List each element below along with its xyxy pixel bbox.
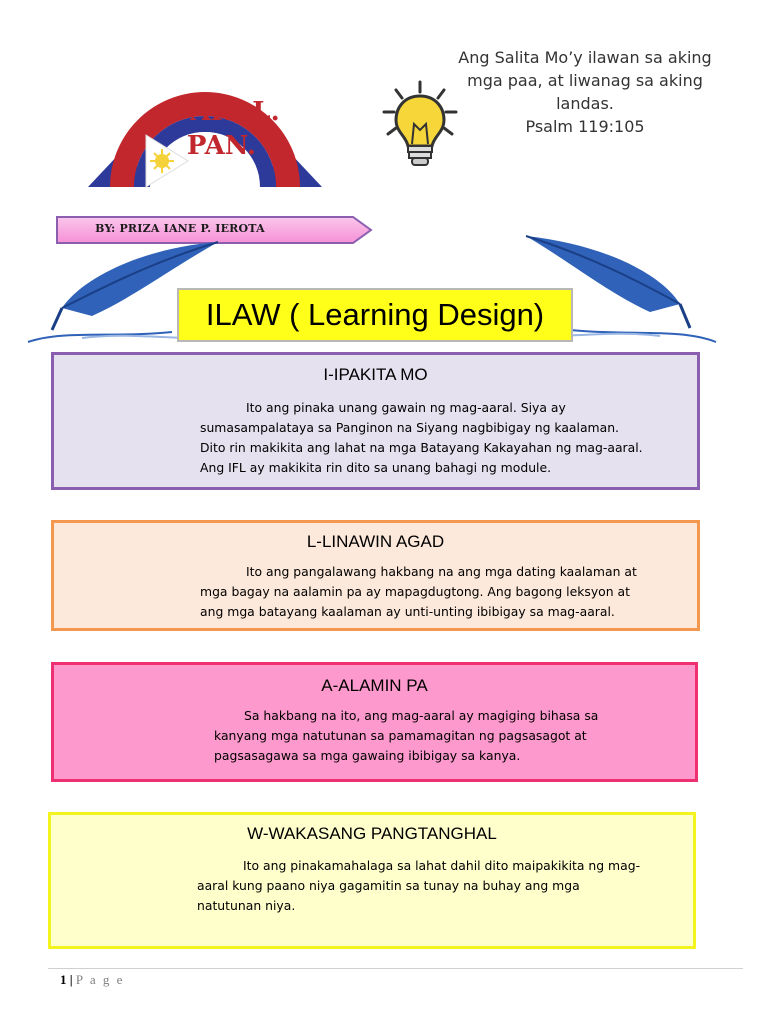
- section-text-line: kanyang mga natutunan sa pamamagitan ng pagsasagot at: [214, 728, 587, 743]
- section-alamin-pa: [51, 662, 698, 782]
- bible-verse: [440, 46, 730, 138]
- section-text-line: Ang IFL ay makikita rin dito sa unang bahagi ng module.: [200, 460, 552, 475]
- verse-line-3: landas.: [556, 94, 614, 113]
- logo-title: [160, 95, 310, 163]
- section-text-line: pagsasagawa sa mga gawaing ibibigay sa kanya.: [214, 748, 521, 763]
- section-ipakita-mo: [51, 352, 700, 490]
- section-heading: W-WAKASANG PANGTANGHAL: [247, 824, 497, 843]
- section-text-line: Ito ang pangalawang hakbang na ang mga dating kaalaman at: [246, 564, 637, 579]
- section-text-line: aaral kung paano niya gagamitin sa tunay na buhay ang mga: [197, 878, 580, 893]
- section-heading: A-ALAMIN PA: [321, 676, 428, 695]
- verse-reference: Psalm 119:105: [525, 117, 645, 136]
- author-name: BY: PRIZA IANE P. IEROTA: [95, 222, 265, 235]
- page-footer: [60, 972, 124, 988]
- footer-separator: |: [69, 972, 73, 987]
- footer-divider: [48, 968, 743, 969]
- verse-line-2: mga paa, at liwanag sa aking: [467, 71, 703, 90]
- section-text-line: Dito rin makikita ang lahat na mga Batayang Kakayahan ng mag-aaral.: [200, 440, 643, 455]
- logo-line-2: PAN. 6: [186, 131, 284, 161]
- section-wakasang-pangtanghal: [48, 812, 696, 949]
- page-title: ILAW ( Learning Design): [177, 288, 573, 342]
- section-text-line: Ito ang pinakamahalaga sa lahat dahil dito maipakikita ng mag-: [243, 858, 641, 873]
- section-heading: L-LINAWIN AGAD: [306, 532, 445, 551]
- logo-line-1: ARAL.: [190, 97, 280, 127]
- section-text-line: Ito ang pinaka unang gawain ng mag-aaral. Siya ay: [246, 400, 566, 415]
- section-heading: I-IPAKITA MO: [323, 365, 428, 384]
- section-text-line: ang mga batayang kaalaman ay unti-unting ibibigay sa mag-aaral.: [200, 604, 615, 619]
- section-linawin-agad: [51, 520, 700, 631]
- verse-line-1: Ang Salita Mo’y ilawan sa aking: [458, 48, 712, 67]
- section-text-line: natutunan niya.: [197, 898, 296, 913]
- page-number: 1: [60, 972, 67, 987]
- section-text-line: Sa hakbang na ito, ang mag-aaral ay magiging bihasa sa: [244, 708, 599, 723]
- section-text-line: mga bagay na aalamin pa ay mapagdugtong. Ang bagong leksyon at: [200, 584, 630, 599]
- page-label: P a g e: [75, 972, 125, 987]
- section-text-line: sumasampalataya sa Panginon na Siyang nagbibigay ng kaalaman.: [200, 420, 620, 435]
